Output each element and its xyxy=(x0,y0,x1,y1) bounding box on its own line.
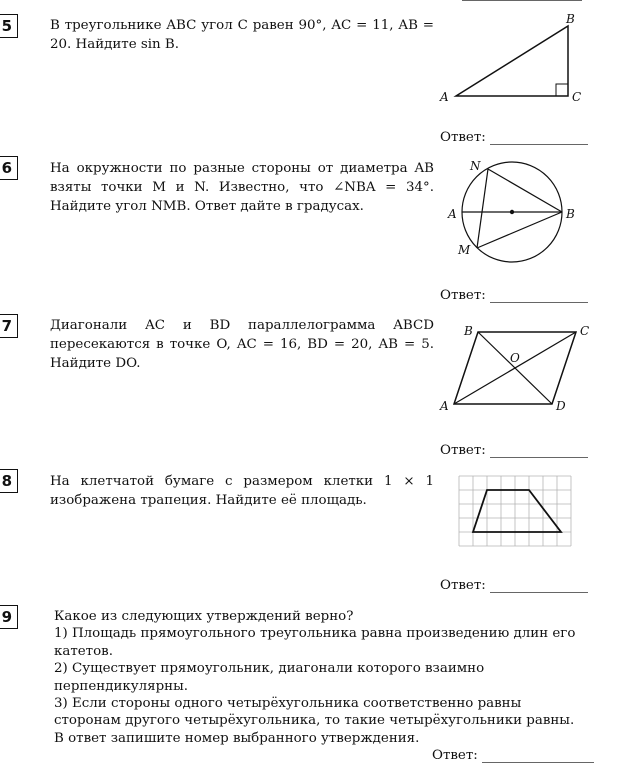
label-b: B xyxy=(566,12,575,26)
circle-figure xyxy=(440,156,590,266)
label-b: B xyxy=(464,324,473,338)
answer-field[interactable]: Ответ: xyxy=(440,578,588,593)
label-d: D xyxy=(556,399,566,413)
label-n: N xyxy=(470,159,481,173)
problem-number: 9 xyxy=(0,605,18,629)
label-o: O xyxy=(510,351,520,365)
problem-text: На окружности по разные стороны от диаметра AB взяты точки M и N. Известно, что ∠NBA = 34°. Найдите угол NMB. Ответ дайте в градусах. xyxy=(50,161,434,215)
answer-field[interactable]: Ответ: xyxy=(440,130,588,145)
problem-text: В треугольнике ABC угол C равен 90°, AC = 11, AB = 20. Найдите sin B. xyxy=(50,18,434,53)
label-b: B xyxy=(566,207,575,221)
answer-field[interactable]: Ответ: xyxy=(440,443,588,458)
problem-number: 8 xyxy=(0,469,18,493)
problem-text: Диагонали AC и BD параллелограмма ABCD пересекаются в точке O, AC = 16, BD = 20, AB = 5. Найдите DO. xyxy=(50,318,434,372)
label-a: A xyxy=(448,207,457,221)
problem-text: На клетчатой бумаге с размером клетки 1 × 1 изображена трапеция. Найдите её площадь. xyxy=(50,474,434,509)
label-c: C xyxy=(580,324,590,338)
grid-trapezoid-figure xyxy=(458,474,588,554)
label-a: A xyxy=(440,399,449,413)
parallelogram-figure xyxy=(436,322,596,422)
label-c: C xyxy=(572,90,582,104)
question-line: Какое из следующих утверждений верно? xyxy=(54,609,354,624)
instruction-line: В ответ запишите номер выбранного утверждения. xyxy=(54,730,420,746)
problem-text xyxy=(54,608,580,747)
answer-field[interactable]: Ответ: xyxy=(432,748,594,763)
answer-field[interactable]: Ответ: xyxy=(440,288,588,303)
problem-number: 6 xyxy=(0,156,18,180)
statement-2: 2) Существует прямоугольник, диагонали которого взаимно перпендикулярны. xyxy=(54,661,485,694)
statement-3: 3) Если стороны одного четырёхугольника соответственно равны сторонам другого четырёхугольника, то такие четырёхугольники равны. xyxy=(54,696,575,729)
statement-1: 1) Площадь прямоугольного треугольника равна произведению длин его катетов. xyxy=(54,626,576,659)
label-m: M xyxy=(458,243,471,257)
problem-number: 7 xyxy=(0,314,18,338)
label-a: A xyxy=(440,90,449,104)
right-triangle-figure xyxy=(430,14,580,114)
problem-number: 5 xyxy=(0,14,18,38)
top-answer-line xyxy=(462,0,582,1)
